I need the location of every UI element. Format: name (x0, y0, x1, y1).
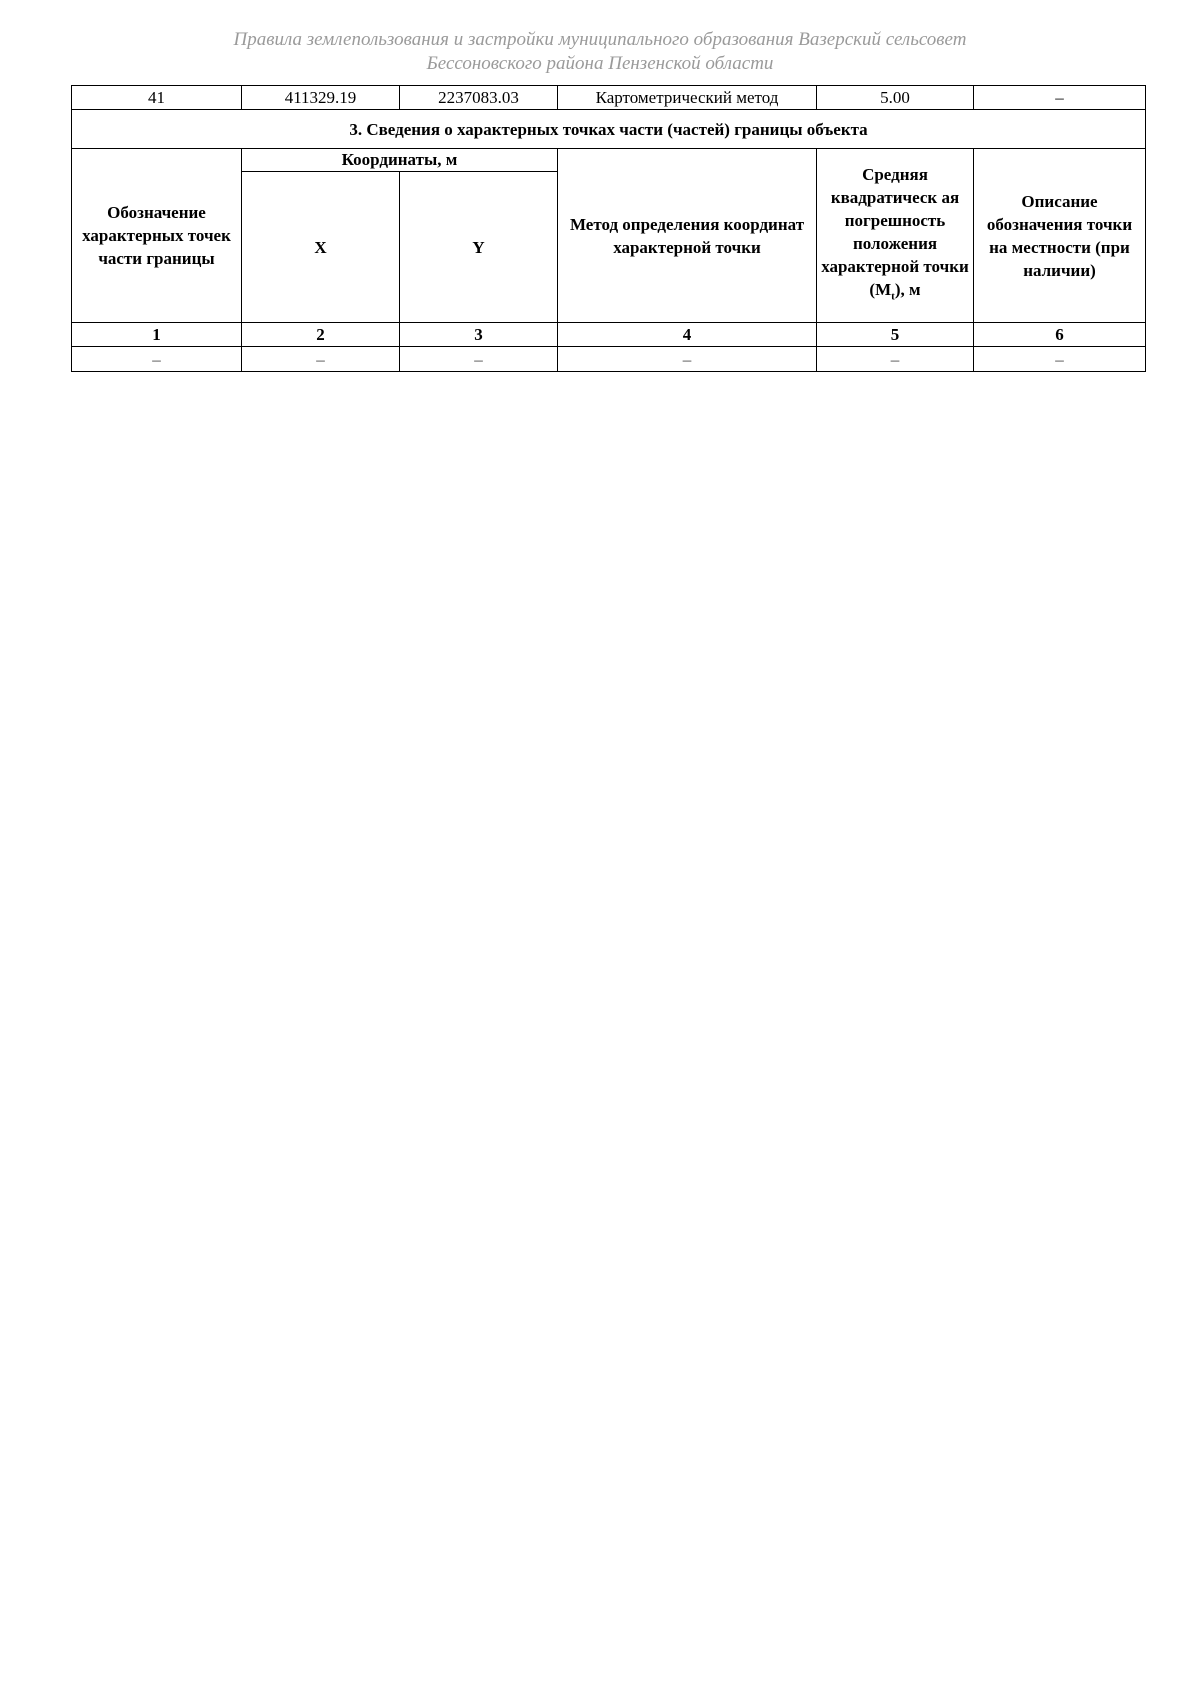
header-line-1: Правила землепользования и застройки муниципального образования Вазерский сельсовет (233, 29, 967, 50)
column-number: 1 (72, 323, 242, 347)
table-row (72, 347, 1146, 372)
column-number: 5 (817, 323, 974, 347)
boundary-points-table (71, 85, 1146, 372)
empty-cell: – (72, 347, 242, 372)
header-method: Метод определения координат характерной точки (558, 149, 817, 323)
column-number: 3 (400, 323, 558, 347)
header-y: Y (400, 172, 558, 323)
cell-description: – (974, 86, 1146, 110)
cell-y: 2237083.03 (400, 86, 558, 110)
cell-method: Картометрический метод (558, 86, 817, 110)
empty-cell: – (817, 347, 974, 372)
empty-cell: – (400, 347, 558, 372)
section-title-row (72, 110, 1146, 149)
cell-error: 5.00 (817, 86, 974, 110)
empty-cell: – (242, 347, 400, 372)
column-number: 6 (974, 323, 1146, 347)
header-error (817, 149, 974, 323)
table-row (72, 86, 1146, 110)
header-error-text: Средняя квадратическ ая погрешность положения характерной точки (M (821, 164, 969, 299)
header-line-2: Бессоновского района Пензенской области (426, 53, 774, 74)
cell-point: 41 (72, 86, 242, 110)
header-row-1 (72, 149, 1146, 172)
empty-cell: – (974, 347, 1146, 372)
cell-x: 411329.19 (242, 86, 400, 110)
header-point-designation: Обозначение характерных точек части границы (72, 149, 242, 323)
section-title: 3. Сведения о характерных точках части (частей) границы объекта (72, 110, 1146, 149)
empty-cell: – (558, 347, 817, 372)
header-x: X (242, 172, 400, 323)
header-description: Описание обозначения точки на местности (при наличии) (974, 149, 1146, 323)
header-error-tail: ), м (894, 279, 921, 299)
header-error-subscript: t (891, 290, 895, 303)
column-number: 4 (558, 323, 817, 347)
header-coordinates: Координаты, м (242, 149, 558, 172)
page-header (0, 28, 1200, 76)
column-numbers-row (72, 323, 1146, 347)
column-number: 2 (242, 323, 400, 347)
